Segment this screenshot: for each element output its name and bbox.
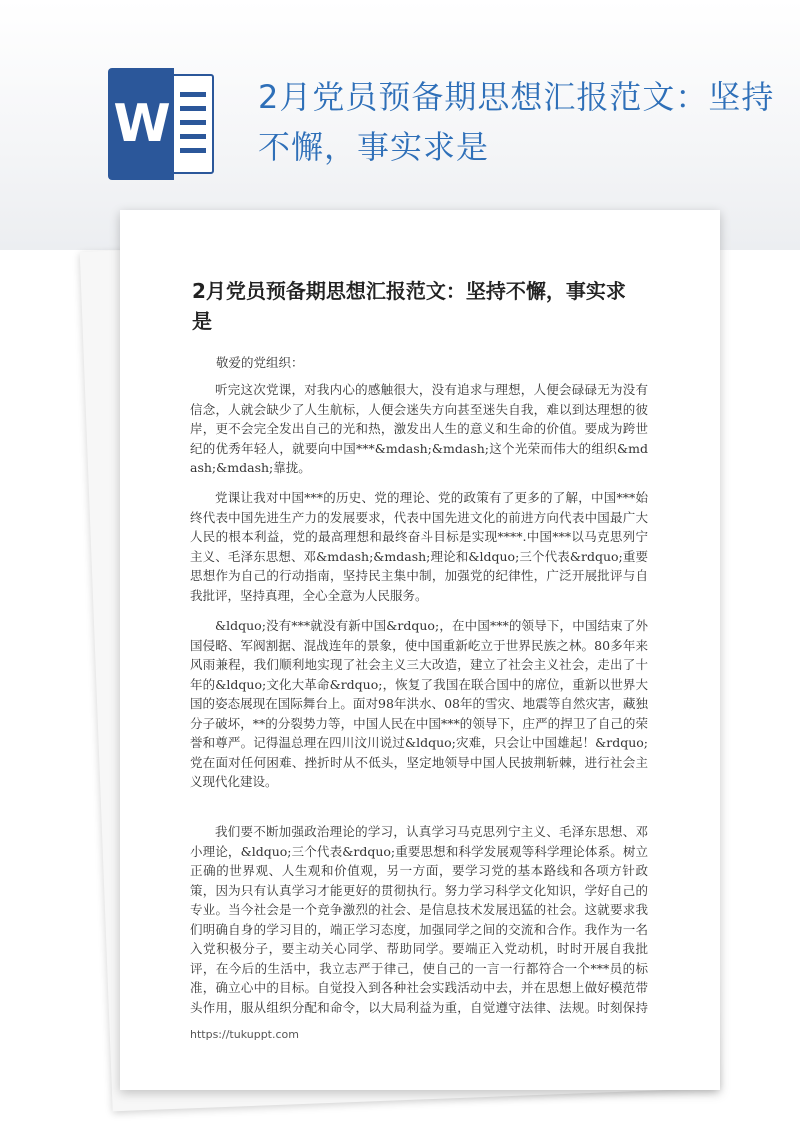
salutation: 敬爱的党组织： — [216, 355, 304, 370]
word-letter-badge: W — [108, 68, 174, 180]
word-page-line — [180, 92, 206, 97]
footer-url: https://tukuppt.com — [190, 1028, 299, 1041]
body-paragraph-4: 我们要不断加强政治理论的学习，认真学习马克思列宁主义、毛泽东思想、邓小理论，&ldquo;三个代表&rdquo;重要思想和科学发展观等科学理论体系。树立正确的世界观、人生观和价值观，另一方面，要学习党的基本路线和各项方针政策，因为只有认真学习才能更好的贯彻执行。努力学习科学文化知识，学好自己的专业。当今社会是一个竞争激烈的社会、是信息技术发展迅猛的社会。这就要求我们明确自身的学习目的，端正学习态度，加强同学之间的交流和合作。我作为一名入党积极分子，要主动关心同学、帮助同学。要端正入党动机，时时开展自我批评，在今后的生活中，我立志严于律己，使自己的一言一行都符合一个***员的标准，确立心中的目标。自觉投入到各种社会实践活动中去，并在思想上做好模范带头作用，服从组织分配和命令，以大局利益为重，自觉遵守法律、法规。时刻保持 — [190, 824, 648, 1015]
word-page-line — [180, 120, 206, 125]
body-paragraph-3: &ldquo;没有***就没有新中国&rdquo;，在中国***的领导下，中国结束了外国侵略、军阀割据、混战连年的景象，使中国重新屹立于世界民族之林。80多年来风雨兼程，我们顺利地实现了社会主义三大改造，建立了社会主义社会，走出了十年的&ldquo;文化大革命&rdquo;，恢复了我国在联合国中的席位，重新以世界大国的姿态展现在国际舞台上。面对98年洪水、08年的雪灾、地震等自然灾害，藏独分子破坏，**的分裂势力等，中国人民在中国***的领导下，庄严的捍卫了自己的荣誉和尊严。记得温总理在四川汶川说过&ldquo;灾难，只会让中国雄起！&rdquo;党在面对任何困难、挫折时从不低头，坚定地领导中国人民披荆斩棘，进行社会主义现代化建设。 — [190, 618, 648, 789]
body-paragraph-1: 听完这次党课，对我内心的感触很大，没有追求与理想，人便会碌碌无为没有信念，人就会缺少了人生航标，人便会迷失方向甚至迷失自我，难以到达理想的彼岸，更不会完全发出自己的光和热，激发出人生的意义和生命的价值。要成为跨世纪的优秀年轻人，就要向中国***&mdash;&mdash;这个光荣而伟大的组织&mdash;&mdash;靠拢。 — [190, 382, 648, 475]
document-page — [120, 210, 720, 1090]
body-paragraph-2: 党课让我对中国***的历史、党的理论、党的政策有了更多的了解，中国***始终代表中国先进生产力的发展要求，代表中国先进文化的前进方向代表中国最广大人民的根本利益，党的最高理想和最终奋斗目标是实现****.中国***以马克思列宁主义、毛泽东思想、邓&mdash;&mdash;理论和&ldquo;三个代表&rdquo;重要思想作为自己的行动指南，坚持民主集中制，加强党的纪律性，广泛开展批评与自我批评，坚持真理，全心全意为人民服务。 — [190, 490, 648, 603]
word-page-line — [180, 106, 206, 111]
word-page-line — [180, 134, 206, 139]
word-document-icon — [108, 68, 216, 180]
document-title: 2月党员预备期思想汇报范文：坚持不懈，事实求是 — [192, 279, 626, 333]
word-page-line — [180, 148, 206, 153]
banner-title: 2月党员预备期思想汇报范文：坚持不懈，事实求是 — [258, 78, 775, 166]
